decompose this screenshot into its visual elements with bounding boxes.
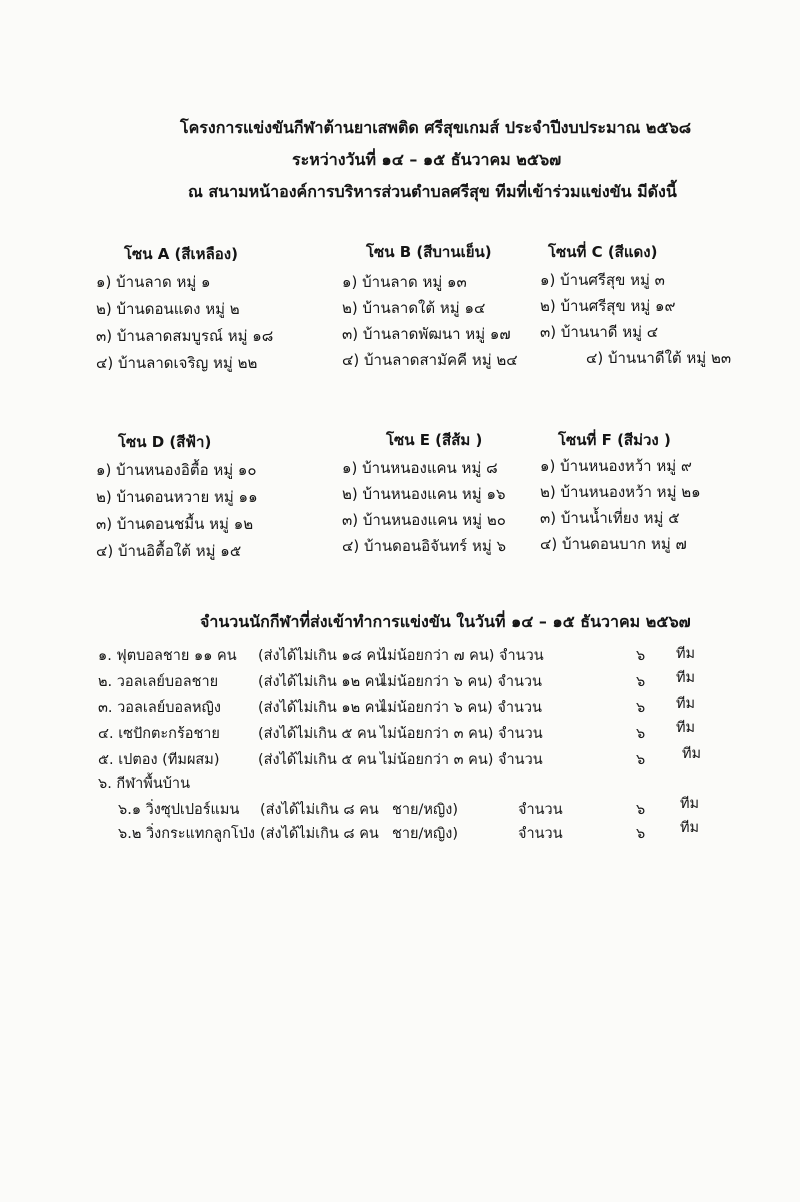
zone-b-item: ๓) บ้านลาดพัฒนา หมู่ ๑๗: [342, 325, 511, 343]
sport-min: ไม่น้อยกว่า ๓ คน) จำนวน: [380, 752, 543, 768]
zone-d-item: ๒) บ้านดอนหวาย หมู่ ๑๑: [96, 488, 258, 506]
folk-sport-unit: ทีม: [680, 796, 700, 812]
sport-limit: (ส่งได้ไม่เกิน ๑๘ คน: [258, 648, 387, 664]
zone-b-item: ๔) บ้านลาดสามัคคี หมู่ ๒๔: [342, 351, 518, 369]
sport-unit: ทีม: [682, 746, 702, 762]
folk-sport-gender: ชาย/หญิง): [392, 826, 459, 842]
sport-min: ไม่น้อยกว่า ๖ คน) จำนวน: [380, 700, 542, 716]
sport-limit: (ส่งได้ไม่เกิน ๑๒ คน: [258, 700, 385, 716]
folk-sport-count: ๖: [636, 826, 646, 842]
zone-d-item: ๓) บ้านดอนชมื้น หมู่ ๑๒: [96, 515, 254, 533]
folk-sport-unit: ทีม: [680, 820, 700, 836]
zone-a-item: ๑) บ้านลาด หมู่ ๑: [96, 273, 211, 291]
sport-limit: (ส่งได้ไม่เกิน ๕ คน: [258, 752, 377, 768]
zone-c-item: ๒) บ้านศรีสุข หมู่ ๑๙: [540, 297, 676, 315]
zone-e-item: ๓) บ้านหนองแคน หมู่ ๒๐: [342, 511, 506, 529]
header-line-2: ระหว่างวันที่ ๑๔ – ๑๕ ธันวาคม ๒๕๖๗: [292, 150, 562, 169]
zone-b-title: โซน B (สีบานเย็น): [366, 243, 492, 261]
sport-min: ไม่น้อยกว่า ๖ คน) จำนวน: [380, 674, 542, 690]
sport-min: ไม่น้อยกว่า ๗ คน) จำนวน: [380, 648, 544, 664]
folk-sport-limit: (ส่งได้ไม่เกิน ๘ คน: [260, 826, 379, 842]
folk-sport-amount: จำนวน: [518, 826, 563, 842]
header-line-1: โครงการแข่งขันกีฬาต้านยาเสพติด ศรีสุขเกมส์ ประจำปีงบประมาณ ๒๕๖๘: [180, 118, 692, 137]
folk-sport-name: ๖.๑ วิ่งซุปเปอร์แมน: [118, 802, 240, 818]
zone-d-item: ๔) บ้านอิตื้อใต้ หมู่ ๑๕: [96, 542, 242, 560]
sport-count: ๖: [636, 700, 646, 716]
zone-f-item: ๒) บ้านหนองหว้า หมู่ ๒๑: [540, 483, 701, 501]
zone-a-item: ๔) บ้านลาดเจริญ หมู่ ๒๒: [96, 354, 258, 372]
sport-name: ๒. วอลเลย์บอลชาย: [98, 674, 219, 690]
sport-name: ๔. เซปักตะกร้อชาย: [98, 726, 220, 742]
folk-sport-name: ๖.๒ วิ่งกระแทกลูกโป่ง: [118, 826, 255, 842]
folk-sport-count: ๖: [636, 802, 646, 818]
sport-count: ๖: [636, 674, 646, 690]
athletes-title: จำนวนนักกีฬาที่ส่งเข้าทำการแข่งขัน ในวันที่ ๑๔ – ๑๕ ธันวาคม ๒๕๖๗: [200, 612, 691, 631]
sport-unit: ทีม: [676, 696, 696, 712]
zone-a-item: ๒) บ้านดอนแดง หมู่ ๒: [96, 300, 240, 318]
folk-sports-label: ๖. กีฬาพื้นบ้าน: [98, 776, 190, 792]
sport-unit: ทีม: [676, 646, 696, 662]
zone-d-title: โซน D (สีฟ้า): [118, 433, 212, 451]
sport-count: ๖: [636, 648, 646, 664]
zone-b-item: ๒) บ้านลาดใต้ หมู่ ๑๔: [342, 299, 486, 317]
zone-a-title: โซน A (สีเหลือง): [124, 245, 238, 263]
zone-f-title: โซนที่ F (สีม่วง ): [558, 431, 671, 449]
zone-a-item: ๓) บ้านลาดสมบูรณ์ หมู่ ๑๘: [96, 327, 274, 345]
zone-e-item: ๔) บ้านดอนอิจันทร์ หมู่ ๖: [342, 537, 507, 555]
zone-e-title: โซน E (สีส้ม ): [386, 431, 483, 449]
sport-name: ๓. วอลเลย์บอลหญิง: [98, 700, 221, 716]
sport-count: ๖: [636, 726, 646, 742]
zone-d-item: ๑) บ้านหนองอิตื้อ หมู่ ๑๐: [96, 461, 257, 479]
sport-unit: ทีม: [676, 720, 696, 736]
header-line-3: ณ สนามหน้าองค์การบริหารส่วนตำบลศรีสุข ทีมที่เข้าร่วมแข่งขัน มีดังนี้: [188, 182, 677, 201]
zone-c-item: ๔) บ้านนาดีใต้ หมู่ ๒๓: [586, 349, 732, 367]
zone-e-item: ๑) บ้านหนองแคน หมู่ ๘: [342, 459, 498, 477]
sport-limit: (ส่งได้ไม่เกิน ๕ คน: [258, 726, 377, 742]
sport-count: ๖: [636, 752, 646, 768]
zone-f-item: ๓) บ้านน้ำเที่ยง หมู่ ๕: [540, 509, 680, 527]
folk-sport-amount: จำนวน: [518, 802, 563, 818]
zone-c-title: โซนที่ C (สีแดง): [548, 243, 658, 261]
sport-name: ๑. ฟุตบอลชาย ๑๑ คน: [98, 648, 237, 664]
zone-f-item: ๔) บ้านดอนบาก หมู่ ๗: [540, 535, 687, 553]
sport-name: ๕. เปตอง (ทีมผสม): [98, 752, 220, 768]
zone-e-item: ๒) บ้านหนองแคน หมู่ ๑๖: [342, 485, 506, 503]
sport-min: ไม่น้อยกว่า ๓ คน) จำนวน: [380, 726, 543, 742]
zone-c-item: ๑) บ้านศรีสุข หมู่ ๓: [540, 271, 665, 289]
sport-unit: ทีม: [676, 670, 696, 686]
folk-sport-gender: ชาย/หญิง): [392, 802, 459, 818]
zone-b-item: ๑) บ้านลาด หมู่ ๑๓: [342, 273, 467, 291]
zone-c-item: ๓) บ้านนาดี หมู่ ๔: [540, 323, 659, 341]
folk-sport-limit: (ส่งได้ไม่เกิน ๘ คน: [260, 802, 379, 818]
sport-limit: (ส่งได้ไม่เกิน ๑๒ คน: [258, 674, 385, 690]
zone-f-item: ๑) บ้านหนองหว้า หมู่ ๙: [540, 457, 692, 475]
